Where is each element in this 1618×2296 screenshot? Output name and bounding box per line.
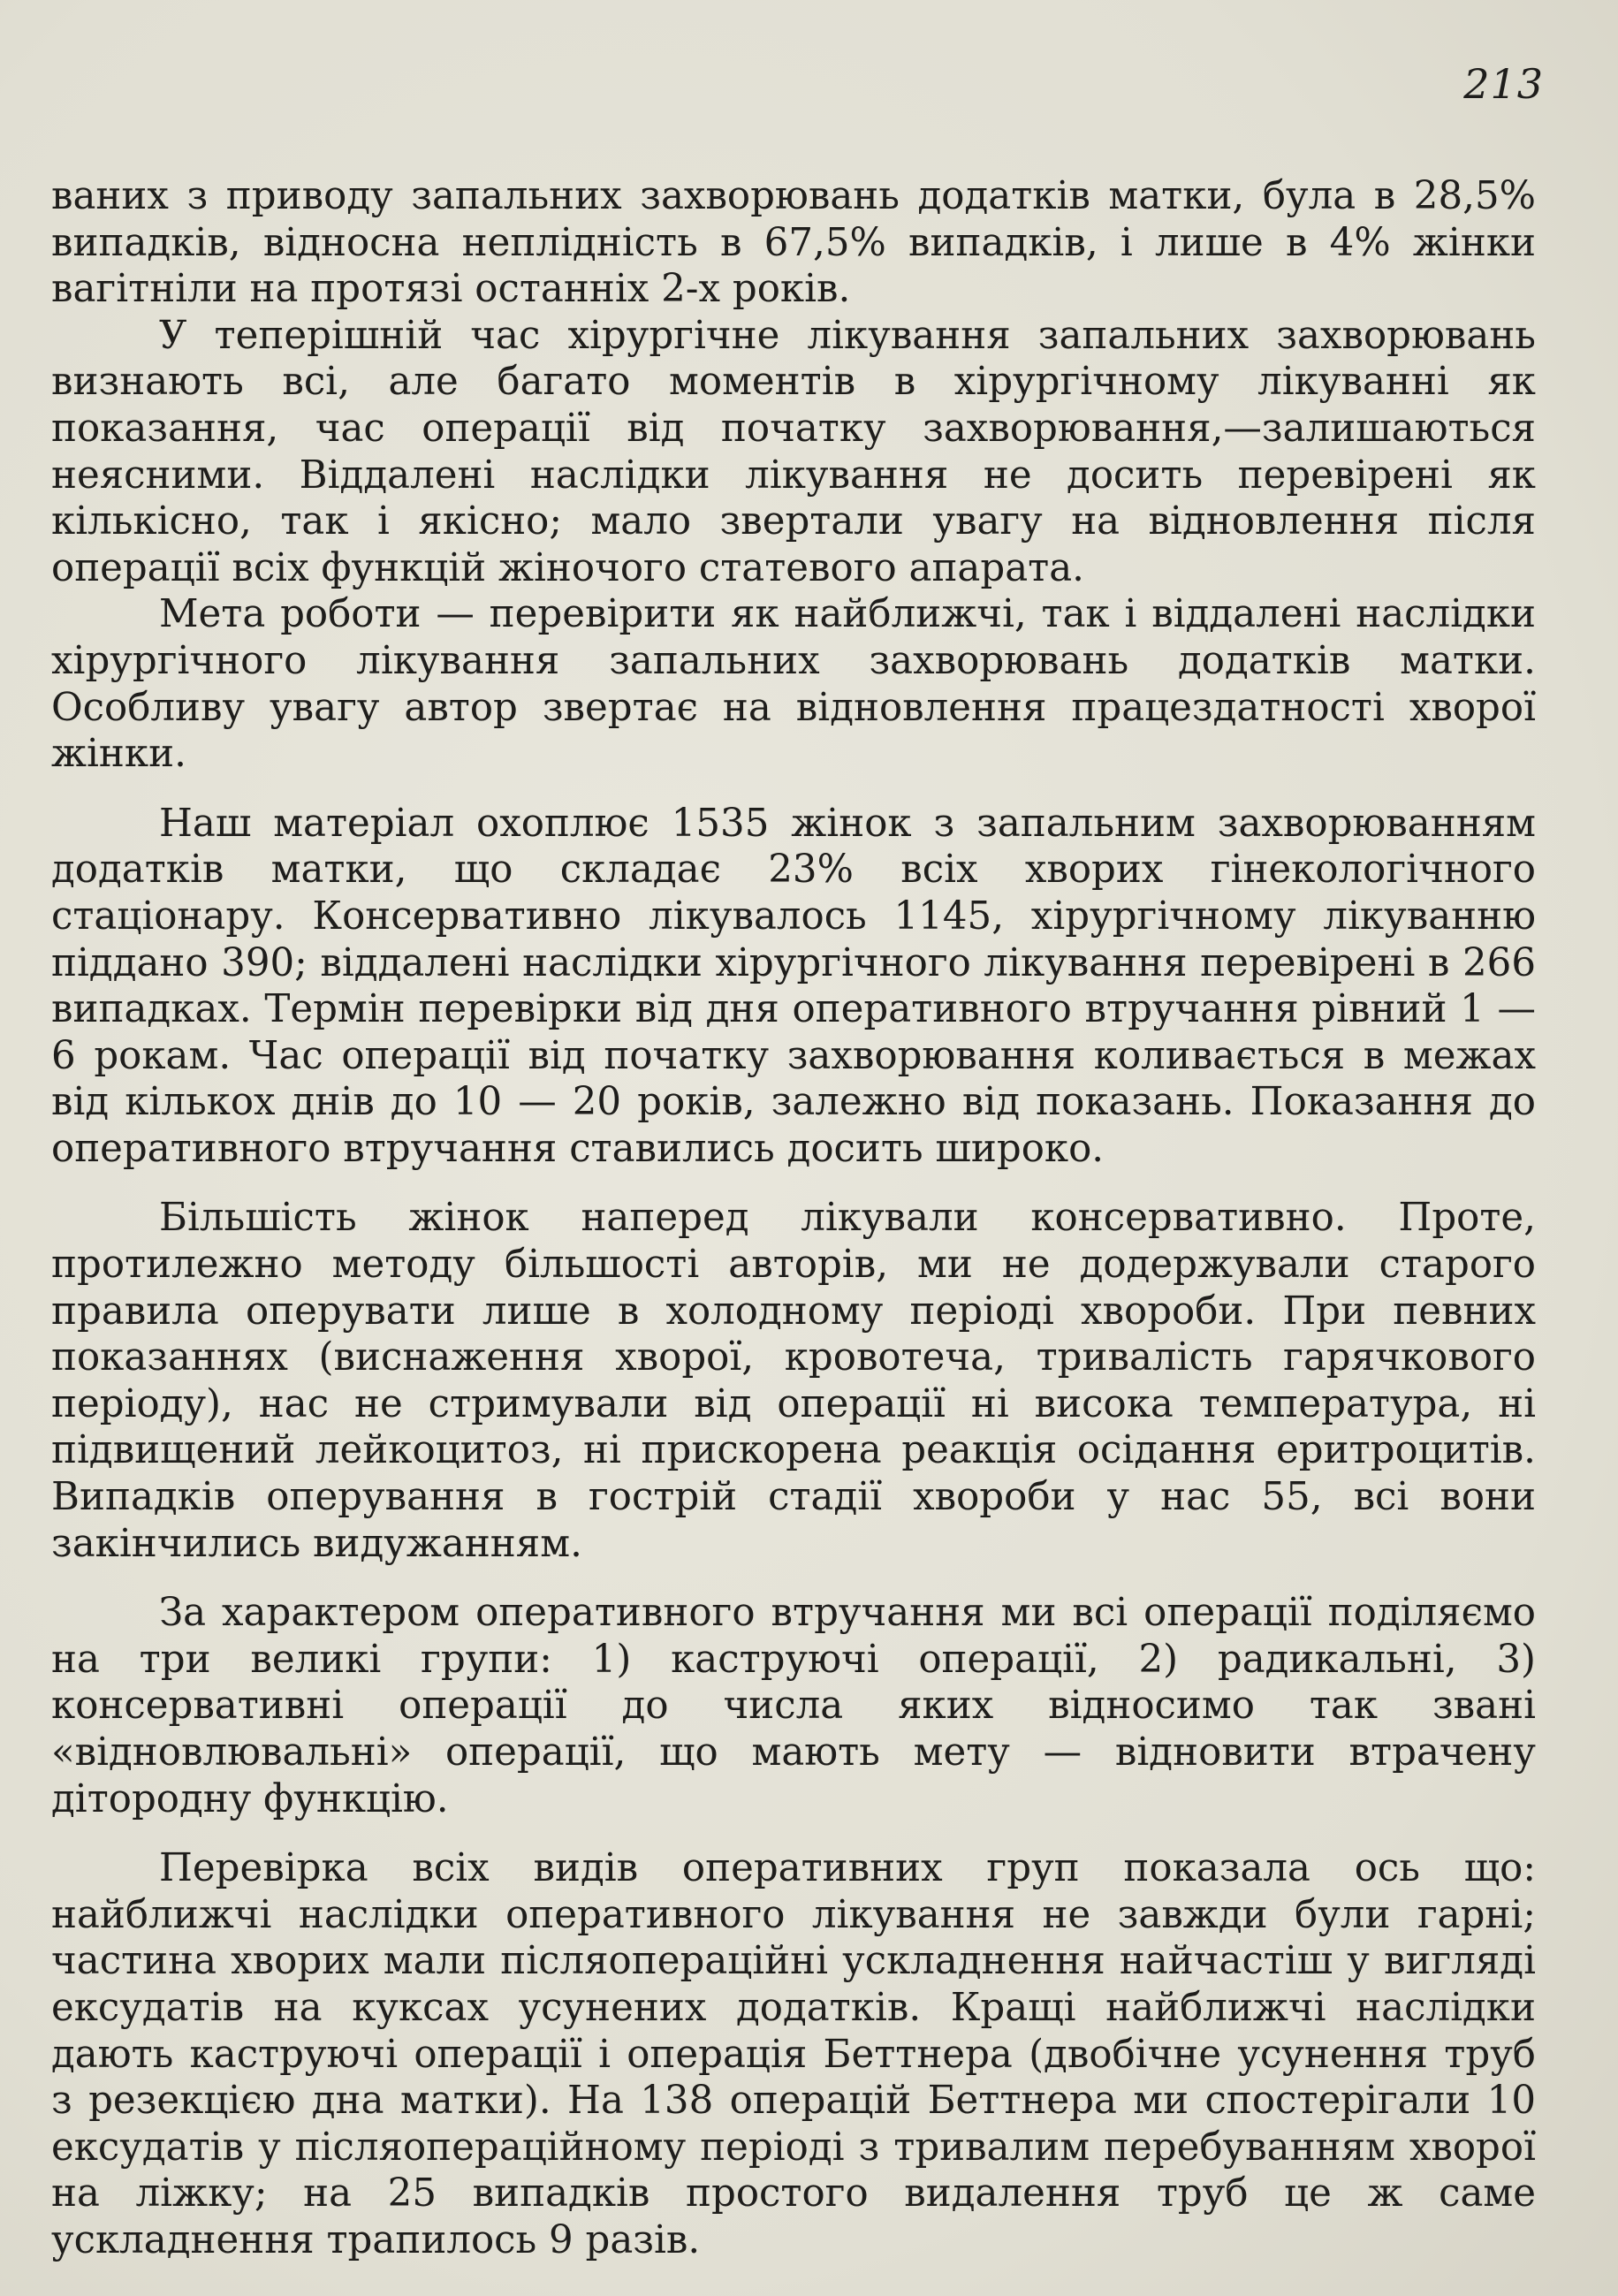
paragraph-surgical-treatment: У теперішній час хірургічне лікування запальних захворювань визнають всі, але багато моментів в хірургічному лікуванні як показання, час операції від початку захворювання,—залишаються неясними. Віддалені наслідки лікування не досить перевірені як кількісно, так і якісно; мало звертали увагу на відновлення після операції всіх функцій жіночого статевого апарата. <box>51 313 1536 590</box>
paragraph-operation-groups: За характером оперативного втручання ми всі операції поділяємо на три великі групи: 1) каструючі операції, 2) радикальні, 3) консервативні операції до числа яких відносимо так звані «відновлювальні» операції, що мають мету — відновити втрачену дітородну функцію. <box>51 1591 1536 1821</box>
paragraph-results: Перевірка всіх видів оперативних груп показала ось що: найближчі наслідки оперативного лікування не завжди були гарні; частина хворих мали післяопераційні ускладнення найчастіш у вигляді ексудатів на куксах усунених додатків. Кращі найближчі наслідки дають каструючі операції і операція Беттнера (двобічне усунення труб з резекцією дна матки). На 138 операцій Беттнера ми спостерігали 10 ексудатів у післяопераційному періоді з тривалим перебуванням хворої на ліжку; на 25 випадків простого видалення труб це ж саме ускладнення трапилось 9 разів. <box>51 1846 1536 2262</box>
paragraph-aim: Мета роботи — перевірити як найближчі, так і віддалені наслідки хірургічного лікування запальних захворювань додатків матки. Особливу увагу автор звертає на відновлення працездатності хворої жінки. <box>51 592 1536 777</box>
text-body <box>51 173 1536 2264</box>
paragraph-conservative: Більшість жінок наперед лікували консервативно. Проте, протилежно методу більшості авторів, ми не додержували старого правила оперувати лише в холодному періоді хвороби. При певних показаннях (виснаження хворої, кровотеча, тривалість гарячкового періоду), нас не стримували від операції ні висока температура, ні підвищений лейкоцитоз, ні прискорена реакція осідання еритроцитів. Випадків оперування в гострій стадії хвороби у нас 55, всі вони закінчились видужанням. <box>51 1196 1536 1566</box>
paragraph-material: Наш матеріал охоплює 1535 жінок з запальним захворюванням додатків матки, що складає 23% всіх хворих гінекологічного стаціонару. Консервативно лікувалось 1145, хірургічному лікуванню піддано 390; віддалені наслідки хірургічного лікування перевірені в 266 випадках. Термін перевірки від дня оперативного втручання рівний 1 — 6 рокам. Час операції від початку захворювання коливається в межах від кількох днів до 10 — 20 років, залежно від показань. Показання до оперативного втручання ставились досить широко. <box>51 801 1536 1171</box>
page-number: 213 <box>1463 60 1544 108</box>
paragraph-continuation: ваних з приводу запальних захворювань додатків матки, була в 28,5% випадків, відносна неплідність в 67,5% випадків, і лише в 4% жінки вагітніли на протязі останніх 2-х років. <box>51 174 1536 312</box>
